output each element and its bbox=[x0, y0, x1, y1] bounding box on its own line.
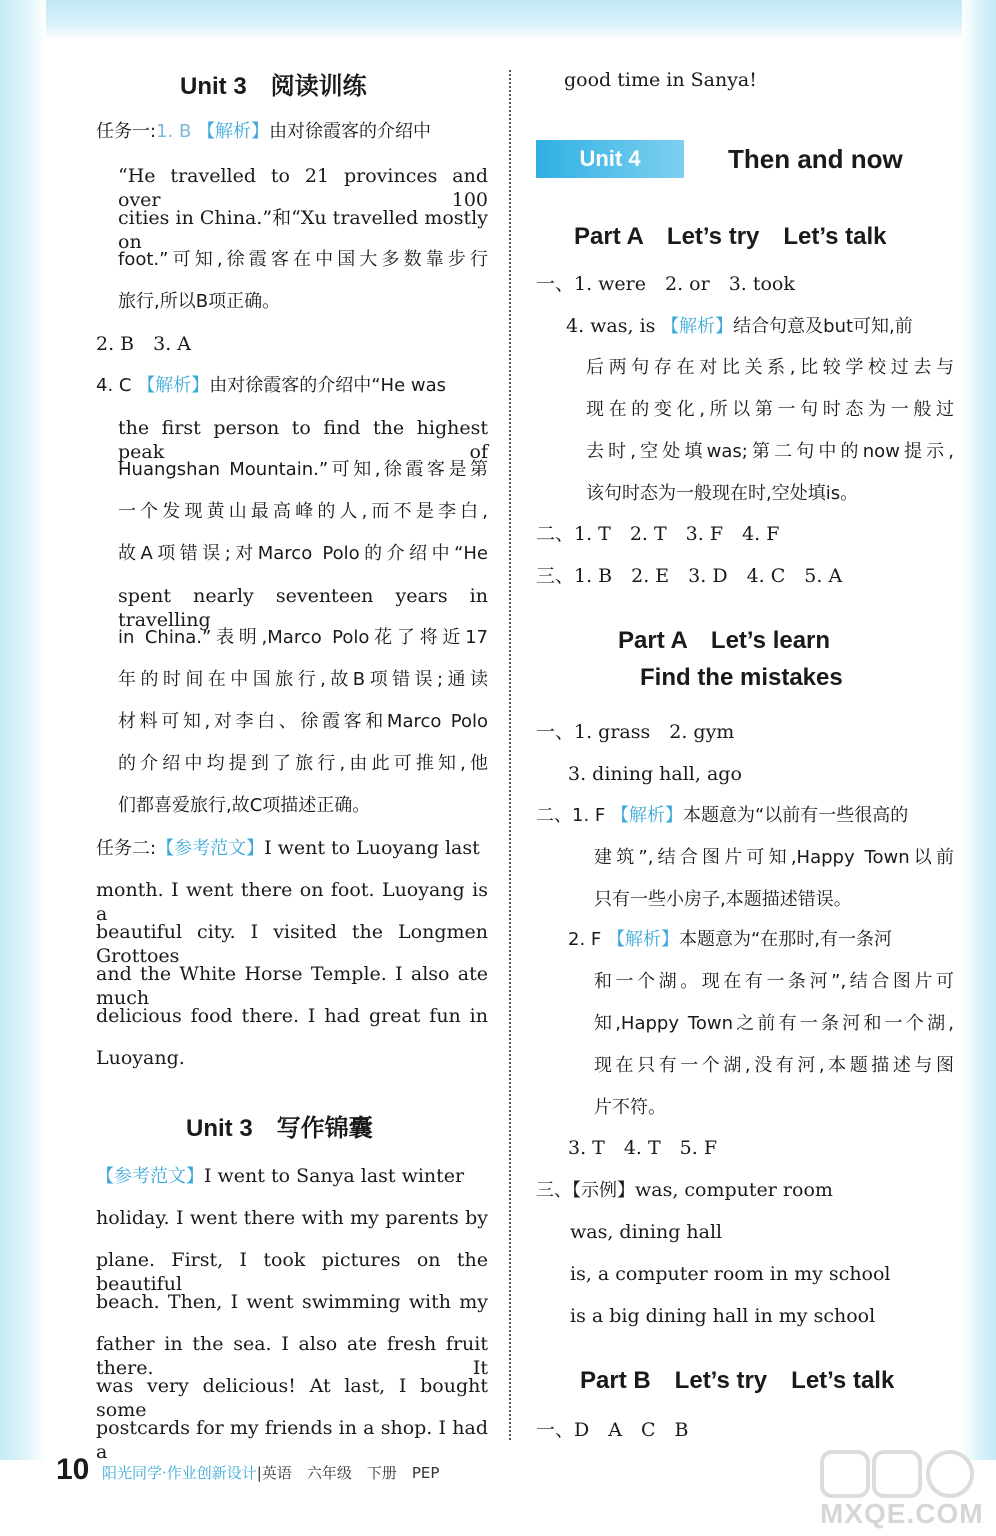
a1-question1: 一、1. were 2. or 3. took bbox=[536, 273, 795, 295]
a2-q2-2: 2. F 【解析】本题意为“在那时,有一条河 bbox=[568, 929, 893, 950]
top-border bbox=[0, 0, 996, 40]
a2-q2-rest: 3. T 4. T 5. F bbox=[568, 1137, 718, 1159]
a2-q2-2-line: 知,Happy Town之前有一条河和一个湖, bbox=[594, 1013, 954, 1034]
writing-line: postcards for my friends in a shop. I had a bbox=[96, 1417, 488, 1463]
task2-line: beautiful city. I visited the Longmen Grottoes bbox=[96, 921, 488, 967]
heading-writing: Unit 3 写作锦囊 bbox=[186, 1115, 373, 1142]
task2-line: and the White Horse Temple. I also ate much bbox=[96, 963, 488, 1009]
a2-q3: 三、【示例】was, computer room bbox=[536, 1179, 833, 1201]
answer4-line: the first person to find the highest peak of bbox=[118, 417, 488, 463]
part-a-try-talk-heading: Part A Let’s try Let’s talk bbox=[574, 223, 887, 250]
page-number: 10 bbox=[56, 1453, 90, 1486]
writing-line: was very delicious! At last, I bought some bbox=[96, 1375, 488, 1421]
a2-q3-line: is, a computer room in my school bbox=[570, 1263, 891, 1285]
column-divider bbox=[509, 70, 511, 1440]
left-border bbox=[0, 0, 46, 1460]
answer-4: 4. C 【解析】由对徐霞客的介绍中“He was bbox=[96, 375, 446, 396]
task1-line: cities in China.”和“Xu travelled mostly on bbox=[118, 207, 488, 253]
a2-q3-line: is a big dining hall in my school bbox=[570, 1305, 876, 1327]
book-info: |英语 六年级 下册 PEP bbox=[256, 1464, 440, 1482]
answer4-line: 们都喜爱旅行,故C项描述正确。 bbox=[118, 795, 371, 816]
brand-name: 阳光同学·作业创新设计 bbox=[102, 1464, 257, 1482]
right-border bbox=[962, 0, 996, 1460]
watermark-text: MXQE.COM bbox=[820, 1498, 984, 1529]
a1-q4-line: 现在的变化,所以第一句时态为一般过 bbox=[586, 399, 954, 420]
a2-q2-1-line: 建筑”,结合图片可知,Happy Town以前 bbox=[594, 847, 954, 868]
a2-q2-1-line: 只有一些小房子,本题描述错误。 bbox=[594, 889, 852, 910]
answer4-line: in China.”表明,Marco Polo花了将近17 bbox=[118, 627, 488, 648]
writing-line: beach. Then, I went swimming with my bbox=[96, 1291, 488, 1313]
a1-q4-line: 该句时态为一般现在时,空处填is。 bbox=[586, 483, 859, 504]
answer4-line: 故A项错误;对Marco Polo的介绍中“He bbox=[118, 543, 488, 564]
a1-q4-line: 后两句存在对比关系,比较学校过去与 bbox=[586, 357, 954, 378]
answer4-line: 一个发现黄山最高峰的人,而不是李白, bbox=[118, 501, 488, 522]
a2-q2-1: 二、1. F 【解析】本题意为“以前有一些很高的 bbox=[536, 805, 909, 826]
a1-question4: 4. was, is 【解析】结合句意及but可知,前 bbox=[566, 315, 913, 337]
a1-question2: 二、1. T 2. T 3. F 4. F bbox=[536, 523, 780, 545]
answer4-line: 材料可知,对李白、徐霞客和Marco Polo bbox=[118, 711, 488, 732]
task2-line: month. I went there on foot. Luoyang is a bbox=[96, 879, 488, 925]
task2-label: 任务二:【参考范文】I went to Luoyang last bbox=[96, 837, 480, 859]
task2-line: delicious food there. I had great fun in bbox=[96, 1005, 488, 1027]
task1-line: foot.”可知,徐霞客在中国大多数靠步行 bbox=[118, 249, 488, 270]
writing-line: father in the sea. I also ate fresh fruit there. It bbox=[96, 1333, 488, 1379]
a2-q2-2-line: 和一个湖。现在有一条河”,结合图片可 bbox=[594, 971, 954, 992]
answers-2-3: 2. B 3. A bbox=[96, 333, 192, 355]
task1-label: 任务一:1. B 【解析】由对徐霞客的介绍中 bbox=[96, 121, 432, 142]
writing-line: plane. First, I took pictures on the beautiful bbox=[96, 1249, 488, 1295]
task1-line: 旅行,所以B项正确。 bbox=[118, 291, 281, 312]
writing-line: holiday. I went there with my parents by bbox=[96, 1207, 488, 1229]
part-a-learn-heading: Part A Let’s learn bbox=[618, 627, 831, 654]
a1-q4-line: 去时,空处填was;第二句中的now提示, bbox=[586, 441, 954, 462]
task2-line: Luoyang. bbox=[96, 1047, 185, 1069]
footer-meta bbox=[102, 1462, 439, 1483]
b1-question1: 一、D A C B bbox=[536, 1419, 689, 1441]
writing-label: 【参考范文】I went to Sanya last winter bbox=[96, 1165, 465, 1187]
task1-line: “He travelled to 21 provinces and over 100 bbox=[118, 165, 488, 211]
continued-text: good time in Sanya! bbox=[564, 69, 757, 91]
a2-question1a: 一、1. grass 2. gym bbox=[536, 721, 735, 743]
unit-title: Then and now bbox=[728, 144, 903, 174]
answer4-line: 年的时间在中国旅行,故B项错误;通读 bbox=[118, 669, 488, 690]
answer4-line: 的介绍中均提到了旅行,由此可推知,他 bbox=[118, 753, 488, 774]
unit-badge: Unit 4 bbox=[536, 140, 684, 178]
a2-q2-2-line: 片不符。 bbox=[594, 1097, 666, 1118]
heading-reading: Unit 3 阅读训练 bbox=[180, 73, 367, 100]
a2-q3-line: was, dining hall bbox=[570, 1221, 723, 1243]
a2-q2-2-line: 现在只有一个湖,没有河,本题描述与图 bbox=[594, 1055, 954, 1076]
a2-question1b: 3. dining hall, ago bbox=[568, 763, 742, 785]
a1-question3: 三、1. B 2. E 3. D 4. C 5. A bbox=[536, 565, 843, 587]
answer4-line: spent nearly seventeen years in travelling bbox=[118, 585, 488, 631]
find-mistakes-heading: Find the mistakes bbox=[640, 664, 843, 691]
part-b-try-talk-heading: Part B Let’s try Let’s talk bbox=[580, 1367, 895, 1394]
answer4-line: Huangshan Mountain.”可知,徐霞客是第 bbox=[118, 459, 488, 480]
